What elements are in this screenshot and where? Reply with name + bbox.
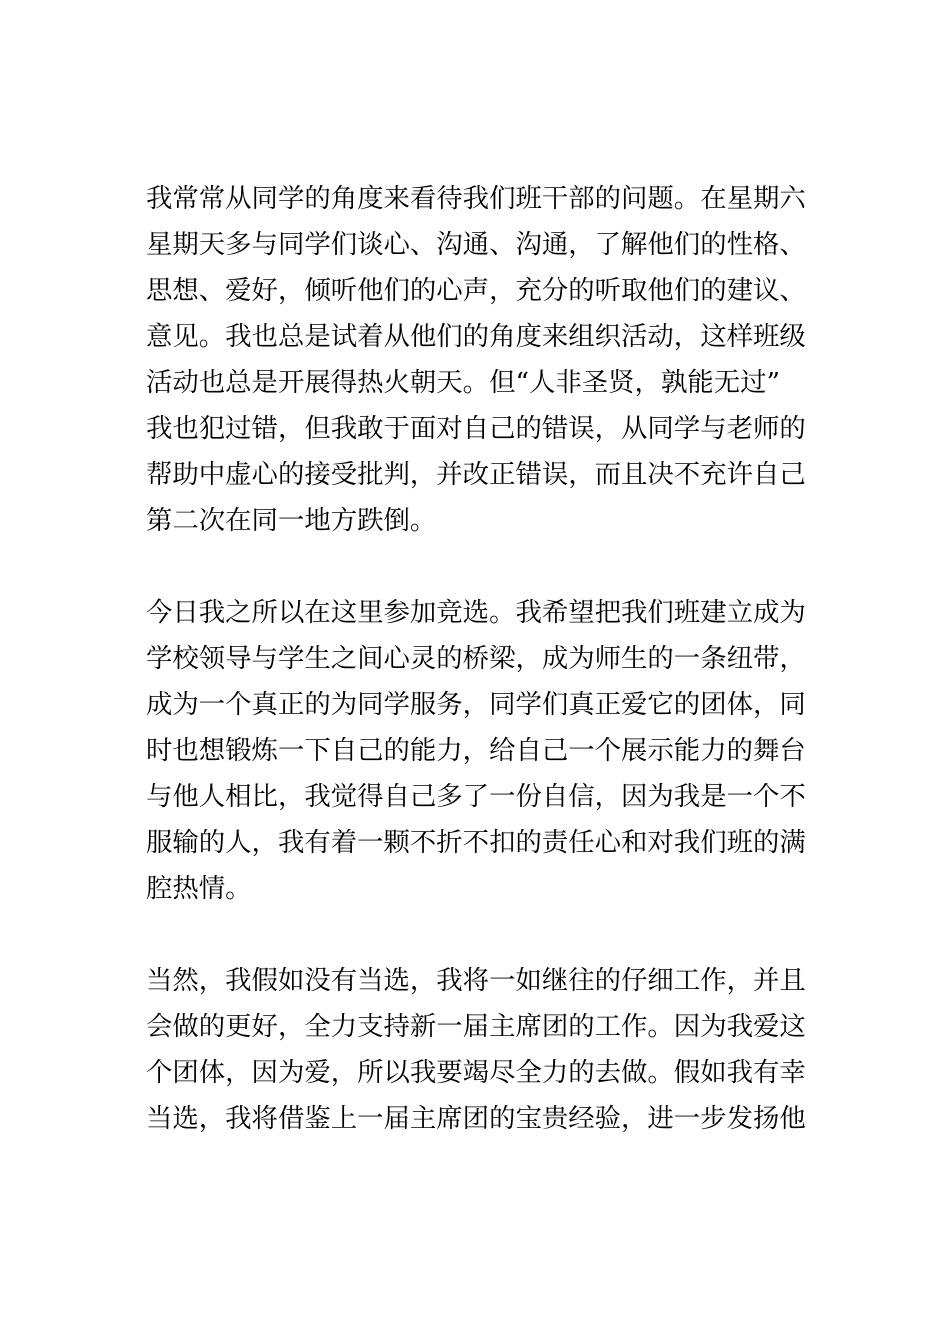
paragraph-3 (146, 958, 806, 1142)
text-line: 腔热情。 (146, 873, 252, 904)
text-line: 帮助中虚心的接受批判，并改正错误，而且决不充许自己 (146, 459, 806, 490)
text-line: 当选，我将借鉴上一届主席团的宝贵经验，进一步发扬他 (146, 1103, 806, 1134)
document-body (146, 176, 806, 1188)
text-line: 成为一个真正的为同学服务，同学们真正爱它的团体，同 (146, 689, 806, 720)
text-line: 思想、爱好，倾听他们的心声，充分的听取他们的建议、 (146, 275, 806, 306)
text-line: 第二次在同一地方跌倒。 (146, 505, 437, 536)
text-line: 会做的更好，全力支持新一届主席团的工作。因为我爱这 (146, 1011, 806, 1042)
text-line: 学校领导与学生之间心灵的桥梁，成为师生的一条纽带， (146, 643, 806, 674)
text-line: 服输的人，我有着一颗不折不扣的责任心和对我们班的满 (146, 827, 806, 858)
text-line: 星期天多与同学们谈心、沟通、沟通，了解他们的性格、 (146, 229, 806, 260)
text-line: 时也想锻炼一下自己的能力，给自己一个展示能力的舞台 (146, 735, 806, 766)
text-line: 个团体，因为爱，所以我要竭尽全力的去做。假如我有幸 (146, 1057, 806, 1088)
text-line: 我也犯过错，但我敢于面对自己的错误，从同学与老师的 (146, 413, 806, 444)
text-line: 我常常从同学的角度来看待我们班干部的问题。在星期六 (146, 183, 806, 214)
text-line: 意见。我也总是试着从他们的角度来组织活动，这样班级 (146, 321, 806, 352)
text-line: 今日我之所以在这里参加竞选。我希望把我们班建立成为 (146, 597, 806, 628)
paragraph-2 (146, 590, 806, 912)
text-line: 当然，我假如没有当选，我将一如继往的仔细工作，并且 (146, 965, 806, 996)
text-line: 活动也总是开展得热火朝天。但“人非圣贤，孰能无过” (146, 367, 780, 398)
text-line: 与他人相比，我觉得自己多了一份自信，因为我是一个不 (146, 781, 806, 812)
paragraph-1 (146, 176, 806, 544)
